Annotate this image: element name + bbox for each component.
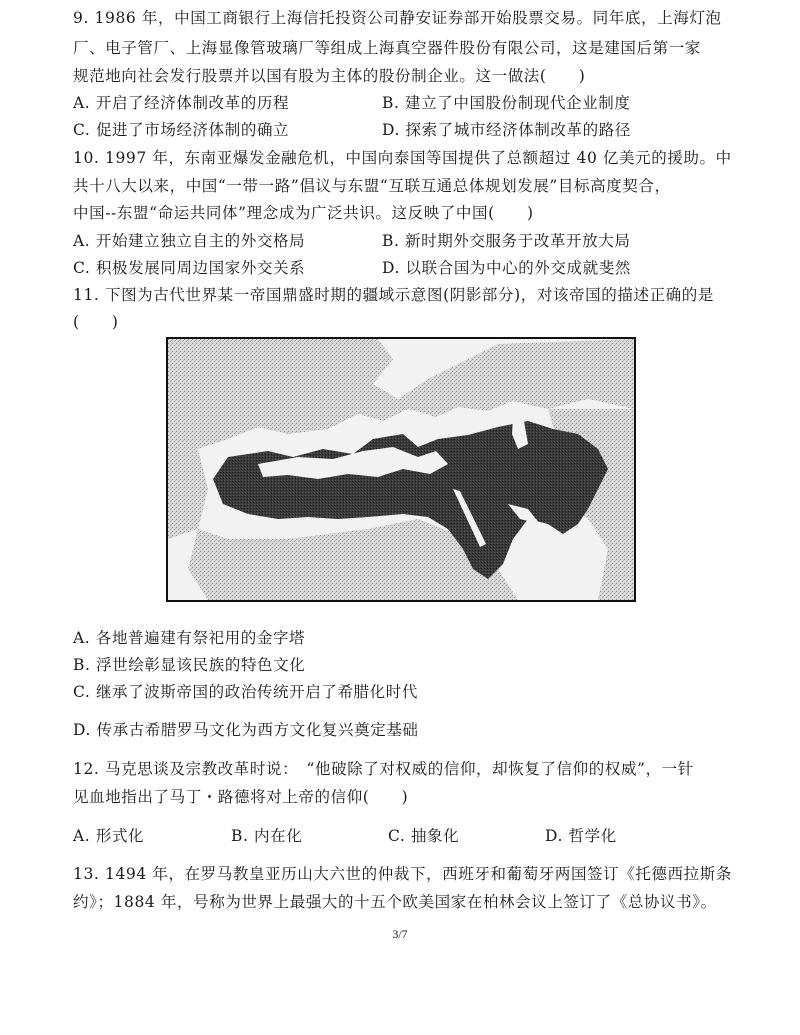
q10-option-a: A. 开始建立独立自主的外交格局 [73, 232, 306, 250]
q10-option-b: B. 新时期外交服务于改革开放大局 [382, 232, 631, 250]
q12-option-b: B. 内在化 [231, 827, 303, 845]
q9-option-d: D. 探索了城市经济体制改革的路径 [382, 121, 631, 139]
q10-stem-line-3: 中国--东盟“命运共同体”理念成为广泛共识。这反映了中国( ) [73, 204, 534, 222]
q10-stem-line-1: 10. 1997 年，东南亚爆发金融危机，中国向泰国等国提供了总额超过 40 亿美元的援助。中 [73, 149, 732, 167]
q11-stem-line-1: 11. 下图为古代世界某一帝国鼎盛时期的疆域示意图(阴影部分)，对该帝国的描述正确的是 [73, 286, 714, 304]
q11-option-a: A. 各地普遍建有祭祀用的金字塔 [73, 629, 306, 647]
page-number: 3/7 [392, 927, 408, 941]
q9-option-b: B. 建立了中国股份制现代企业制度 [382, 94, 631, 112]
q10-stem-line-2: 共十八大以来，中国“一带一路”倡议与东盟“互联互通总体规划发展”目标高度契合， [73, 177, 671, 195]
q9-option-a: A. 开启了经济体制改革的历程 [73, 94, 290, 112]
q10-option-d: D. 以联合国为中心的外交成就斐然 [382, 259, 631, 277]
q13-stem-line-1: 13. 1494 年，在罗马教皇亚历山大六世的仲裁下，西班牙和葡萄牙两国签订《托德西拉斯条 [73, 865, 732, 883]
q11-option-b: B. 浮世绘彰显该民族的特色文化 [73, 656, 306, 674]
q9-option-c: C. 促进了市场经济体制的确立 [73, 121, 290, 139]
q12-option-c: C. 抽象化 [388, 827, 460, 845]
q12-option-d: D. 哲学化 [545, 827, 617, 845]
empire-territory-map [166, 337, 636, 602]
q12-stem-line-1: 12. 马克思谈及宗教改革时说： “他破除了对权威的信仰，却恢复了信仰的权威”，一针 [73, 760, 694, 778]
q11-option-c: C. 继承了波斯帝国的政治传统开启了希腊化时代 [73, 683, 418, 701]
q11-stem-line-2: ( ) [73, 313, 119, 331]
map-drawing [168, 339, 634, 600]
q11-option-d: D. 传承古希腊罗马文化为西方文化复兴奠定基础 [73, 721, 419, 739]
q10-option-c: C. 积极发展同周边国家外交关系 [73, 259, 306, 277]
q12-option-a: A. 形式化 [73, 827, 145, 845]
q9-stem-line-1: 9. 1986 年，中国工商银行上海信托投资公司静安证券部开始股票交易。同年底，上海灯泡 [73, 9, 722, 27]
q9-stem-line-3: 规范地向社会发行股票并以国有股为主体的股份制企业。这一做法( ) [73, 67, 586, 85]
q12-stem-line-2: 见血地指出了马丁・路德将对上帝的信仰( ) [73, 788, 409, 806]
q13-stem-line-2: 约》；1884 年，号称为世界上最强大的十五个欧美国家在柏林会议上签订了《总协议书》。 [73, 893, 717, 911]
q9-stem-line-2: 厂、电子管厂、上海显像管玻璃厂等组成上海真空器件股份有限公司，这是建国后第一家 [73, 39, 701, 57]
